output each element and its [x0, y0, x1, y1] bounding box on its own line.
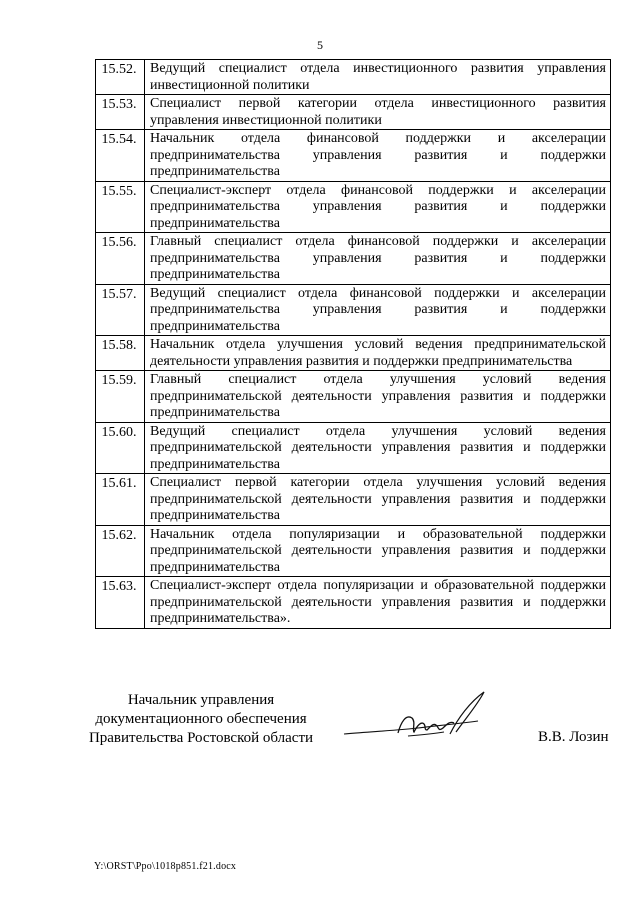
signature-image [338, 688, 490, 750]
row-number: 15.58. [96, 336, 145, 371]
table-row [96, 336, 611, 371]
table-row [96, 577, 611, 629]
row-number: 15.52. [96, 60, 145, 95]
position-title: Начальник отдела финансовой поддержки и акселерации предпринимательства управления развития и поддержки предпринимательства [145, 130, 611, 182]
signer-title [85, 691, 317, 748]
position-title: Специалист-эксперт отдела популяризации и образовательной поддержки предпринимательской деятельности управления развития и поддержки предпринимательства». [145, 577, 611, 629]
position-title: Ведущий специалист отдела финансовой поддержки и акселерации предпринимательства управления развития и поддержки предпринимательства [145, 284, 611, 336]
signer-title-line: Начальник управления [127, 692, 275, 708]
row-number: 15.59. [96, 371, 145, 423]
row-number: 15.53. [96, 95, 145, 130]
table-row [96, 422, 611, 474]
position-title: Начальник отдела популяризации и образовательной поддержки предпринимательской деятельности управления развития и поддержки предпринимательства [145, 525, 611, 577]
signer-title-line: Правительства Ростовской области [88, 730, 314, 746]
row-number: 15.54. [96, 130, 145, 182]
positions-table [95, 59, 611, 629]
row-number: 15.61. [96, 474, 145, 526]
table-row [96, 474, 611, 526]
table-row [96, 525, 611, 577]
page-number: 5 [317, 38, 323, 52]
row-number: 15.56. [96, 233, 145, 285]
position-title: Специалист первой категории отдела улучшения условий ведения предпринимательской деятельности управления развития и поддержки предпринимательства [145, 474, 611, 526]
position-title: Главный специалист отдела финансовой поддержки и акселерации предпринимательства управления развития и поддержки предпринимательства [145, 233, 611, 285]
signer-name: В.В. Лозин [538, 729, 609, 745]
table-row [96, 181, 611, 233]
position-title: Главный специалист отдела улучшения условий ведения предпринимательской деятельности управления развития и поддержки предпринимательства [145, 371, 611, 423]
table-row [96, 95, 611, 130]
row-number: 15.55. [96, 181, 145, 233]
table-row [96, 130, 611, 182]
table-row [96, 371, 611, 423]
row-number: 15.60. [96, 422, 145, 474]
file-path: Y:\ORST\Ppo\1018p851.f21.docx [94, 861, 237, 872]
position-title: Ведущий специалист отдела улучшения условий ведения предпринимательской деятельности управления развития и поддержки предпринимательства [145, 422, 611, 474]
signer-title-line: документационного обеспечения [95, 711, 307, 727]
position-title: Специалист первой категории отдела инвестиционного развития управления инвестиционной политики [145, 95, 611, 130]
table-row [96, 60, 611, 95]
row-number: 15.57. [96, 284, 145, 336]
row-number: 15.62. [96, 525, 145, 577]
position-title: Специалист-эксперт отдела финансовой поддержки и акселерации предпринимательства управления развития и поддержки предпринимательства [145, 181, 611, 233]
position-title: Ведущий специалист отдела инвестиционного развития управления инвестиционной политики [145, 60, 611, 95]
position-title: Начальник отдела улучшения условий ведения предпринимательской деятельности управления развития и поддержки предпринимательства [145, 336, 611, 371]
table-row [96, 284, 611, 336]
table-row [96, 233, 611, 285]
row-number: 15.63. [96, 577, 145, 629]
